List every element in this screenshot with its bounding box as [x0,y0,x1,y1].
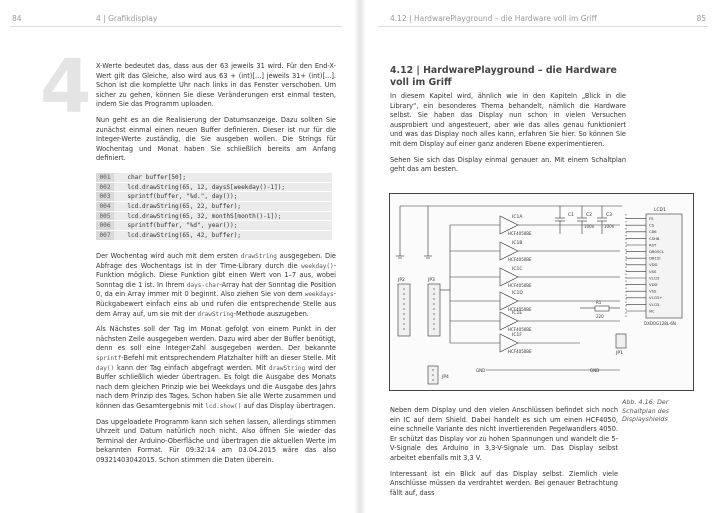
resistor-r1 [580,306,620,311]
text-run: -Rückgabewert einfach eins ab und rufen die entsprechende Stelle aus dem Array auf, um sie mit der [96,290,336,318]
inline-code: days-char [186,281,220,289]
left-paragraph-5: Das upgeloadete Programm kann sich sehen lassen, allerdings stimmen Uhrzeit und Datum natürlich noch nicht. Also öffnen Sie wieder das Terminal der Arduino-Oberfläche und übertragen die aktuellen Werte im bekannten Format. Für 09:32:14 am 03.04.2015 wäre das also 09321403042015. Schon stimmen die Daten überein. [96,417,336,464]
inline-code: weekday() [301,262,334,270]
left-body-top [96,62,336,170]
buffer-gate-ic1c [450,268,620,286]
cap-label: C3 [606,213,613,218]
ic-label: IC1C [512,267,523,272]
lcd-part-label: DXDOG128L-6N [644,321,676,326]
jumper-jp1 [616,334,626,348]
ic-part-label: HCF4050BE [508,257,532,262]
lcd-pin-label: NC [649,308,655,314]
book-gutter [354,0,366,513]
jumper-label: JP4 [442,375,449,380]
lcd-pin-label: DB0SCL [649,249,665,254]
code-line [96,221,332,231]
buffer-gate-ic1d [450,292,620,310]
jumper-label: JP1 [616,351,623,356]
lcd-pin-label: VSS [649,268,657,274]
text-run: kann der Tag einfach abgefragt werden. Mit [114,363,270,372]
right-page-number: 85 [696,14,706,23]
right-paragraph-3: Neben dem Display und den vielen Anschlüssen befindet sich noch ein IC auf dem Shield. Dabei handelt es sich um einen HCF4050, eine schnelle Variante des nicht invertierenden Pegelwandlers 4050. Er schützt das Display vor zu hohen Spannungen und wandelt die 5-V-Signale des Arduino in 3,3-V-Signale um. Das Display selbst arbeitet ebenfalls mit 3,3 V. [390,406,618,462]
ic-label: IC1A [512,215,523,220]
ic-part-label: HCF4050BE [508,307,532,312]
cap-label: C1 [568,213,575,218]
cap-label: C2 [586,213,593,218]
left-body-bottom [96,252,336,471]
ic-part-label: HCF4050BE [508,283,532,288]
schematic-diagram [390,194,693,390]
code-line-number: 004 [96,202,114,211]
text-run: auf das Display übertragen. [241,401,336,410]
text-run: ausgegeben. Die Abfrage des Wochentags ist in der Time-Library durch die [96,252,336,270]
jumper-label: JP2 [398,278,405,283]
text-run: Als Nächstes soll der Tag im Monat gefolgt von einem Punkt in der nächsten Zeile ausgegeben werden. Dazu wird aber der Buffer benötigt, denn es soll eine Integer-Zahl ausgegeben werden. Der bekannte [96,325,336,353]
section-title: 4.12 | HardwarePlayground – die Hardware voll im Griff [390,65,617,88]
ic-part-label: HCF4050BE [508,349,532,354]
code-line-text: lcd.drawString(65, 12, daysS[weekday()-1]); [120,183,286,191]
jumper-label: JP3 [428,278,435,283]
lcd-pin-label: VLCD+ [649,295,663,301]
text-run: -Funktion möglich. Diese Funktion gibt einen Wert von 1–7 aus, wobei Sonntag die 1 ist. In Ihrem [96,261,336,289]
code-line-text: char buffer[50]; [120,174,187,181]
capacitor-c2 [597,206,607,234]
gnd-label: GND [590,368,600,373]
left-header-rule [10,26,342,27]
ic-label: IC1B [512,241,523,246]
lcd-pin-label: VDD [649,282,658,287]
code-line-number: 007 [96,231,114,240]
ic-part-label: HCF4050BE [508,231,532,236]
lcd-label: LCD1 [654,208,666,213]
ic-label: IC1E [512,311,523,316]
inline-code: drawString [269,364,306,372]
code-line-text: lcd.drawString(65, 32, monthS[month()-1]); [120,212,282,220]
inline-code: day() [96,364,115,372]
code-line [96,192,332,202]
code-line [96,202,332,212]
inline-code: drawString [197,310,234,318]
lcd-pin-label: VLCD [649,275,660,281]
ic-label: IC1D [512,291,523,296]
gnd-label: GND [476,368,486,373]
right-header-rule [378,26,708,27]
code-line-number: 003 [96,192,114,201]
gnd-symbol [396,256,404,258]
text-run: -Befehl mit entsprechendem Platzhalter hilft an dieser Stelle. Mit [121,353,336,362]
capacitor-c1 [577,206,587,234]
gnd-symbol [424,256,432,258]
right-paragraph-2: Sehen Sie sich das Display einmal genauer an. Mit einem Schaltplan geht das am besten. [390,155,626,174]
right-paragraph-4: Interessant ist ein Blick auf das Display selbst. Ziemlich viele Anschlüsse müssen da verdrahtet werden. Bei genauer Betrachtung fällt auf, dass [390,469,618,497]
text-run: -Array hat der Sonntag die Position 0, da ein Array immer mit 0 beginnt. Also ziehen Sie von dem [96,280,336,299]
code-line-number: 001 [96,173,114,182]
code-line [96,173,332,183]
code-line [96,231,332,241]
right-running-head: 4.12 | HardwarePlayground – die Hardware voll im Griff [390,14,597,23]
schematic-figure [389,193,694,391]
left-paragraph-4 [96,325,336,411]
code-listing [96,173,332,241]
right-paragraph-1: In diesem Kapitel wird, ähnlich wie in den Kapiteln „Blick in die Library“, ein besonderes Thema behandelt, nämlich die Hardware selbst. Sie haben das Display nun schon in vielen Versuchen ausprobiert und angesteuert, aber wie das alles genau funktioniert und was das Display noch alles kann, erfahren Sie hier. So können Sie mit dem Display auf einer ganz anderen Ebene experimentieren. [390,92,626,148]
capacitor-c1p [555,206,565,234]
text-run: -Methode auszugeben. [233,309,309,318]
code-line-text: sprintf(buffer, "%d.", day()); [120,193,238,201]
inline-code: weekdays [304,291,334,299]
left-paragraph-1: X-Werte bedeutet das, dass aus der 63 jeweils 31 wird. Für den End-X-Wert gilt das Gleiche, also wird aus 63 + (int)[...] jeweils 31+ (int)[...]. Schon ist die komplette Uhr nach links in das Fenster verschoben. Um sicher zu gehen, können Sie diese Veränderungen erst einmal testen, indem Sie das Programm uploaden. [96,62,336,109]
code-line-text: sprintf(buffer, "%d", year()); [120,222,238,230]
code-line-number: 005 [96,212,114,221]
ic-part-label: HCF4050BE [508,327,532,332]
inline-code: drawString [240,253,277,260]
lcd-pin-label: RST [649,242,657,248]
buffer-gate-ic1e [450,312,620,330]
right-body-top [390,92,626,181]
code-line-text: lcd.drawString(65, 42, buffer); [120,232,242,240]
left-paragraph-3 [96,252,336,319]
jumper-jp3 [428,284,440,336]
lcd-pin-label: C86 [649,229,657,235]
code-line [96,183,332,193]
left-running-head: 4 | Grafikdisplay [96,14,158,23]
buffer-gate-ic1a [450,216,620,234]
cap-value: 100n [604,224,615,229]
lcd-pin-label: VSS [649,288,657,294]
code-line-text: lcd.drawString(65, 22, buffer); [120,203,242,211]
inline-code: sprintf [96,354,122,362]
lcd-pin-label: DB1SI [649,255,661,261]
left-page-number: 84 [12,14,22,23]
right-body-bottom [390,406,618,504]
buffer-gate-ic1b [450,242,620,260]
lcd-pin-label: FS [649,216,654,221]
lcd-pin-label: CS [649,222,655,228]
jumper-jp2 [398,284,410,336]
text-run: Der Wochentag wird auch mit dem ersten [96,252,241,260]
cap-value: 100n [584,224,595,229]
lcd-pin-label: VDD [649,262,658,268]
code-line-number: 002 [96,183,114,192]
ic-label: IC1F [512,333,522,338]
inline-code: lcd.show() [205,402,242,410]
text-run: wird der Buffer schließlich wieder übertragen. Es folgt die Ausgabe des Monats nach dem gleichen Prinzip wie bei Weekdays und die Ausgabe des Jahrs nach dem Prinzip des Tages. Schon haben Sie alle Werte zusammen und können das Gesamtergebnis mit [96,363,336,410]
resistor-label: R1 [596,300,602,305]
code-line-number: 006 [96,221,114,230]
lcd-pin-label: VLCD- [649,301,661,307]
chapter-number: 4 [40,44,92,130]
resistor-value: 220 [596,314,604,319]
figure-caption: Abb. 4.16: Der Schaltplan des Displayshields [622,398,669,424]
jumper-jp4 [428,366,438,384]
code-line [96,212,332,222]
left-paragraph-2: Nun geht es an die Realisierung der Datumsanzeige. Dazu sollten Sie zunächst einmal einen neuen Buffer definieren. Dieser ist nur für die Integer-Werte zuständig, die Sie ausgeben wollen. Die Strings für Wochentag und Monat haben Sie schließlich bereits am Anfang definiert. [96,115,336,163]
lcd-pin-label: CSHB [649,235,660,241]
